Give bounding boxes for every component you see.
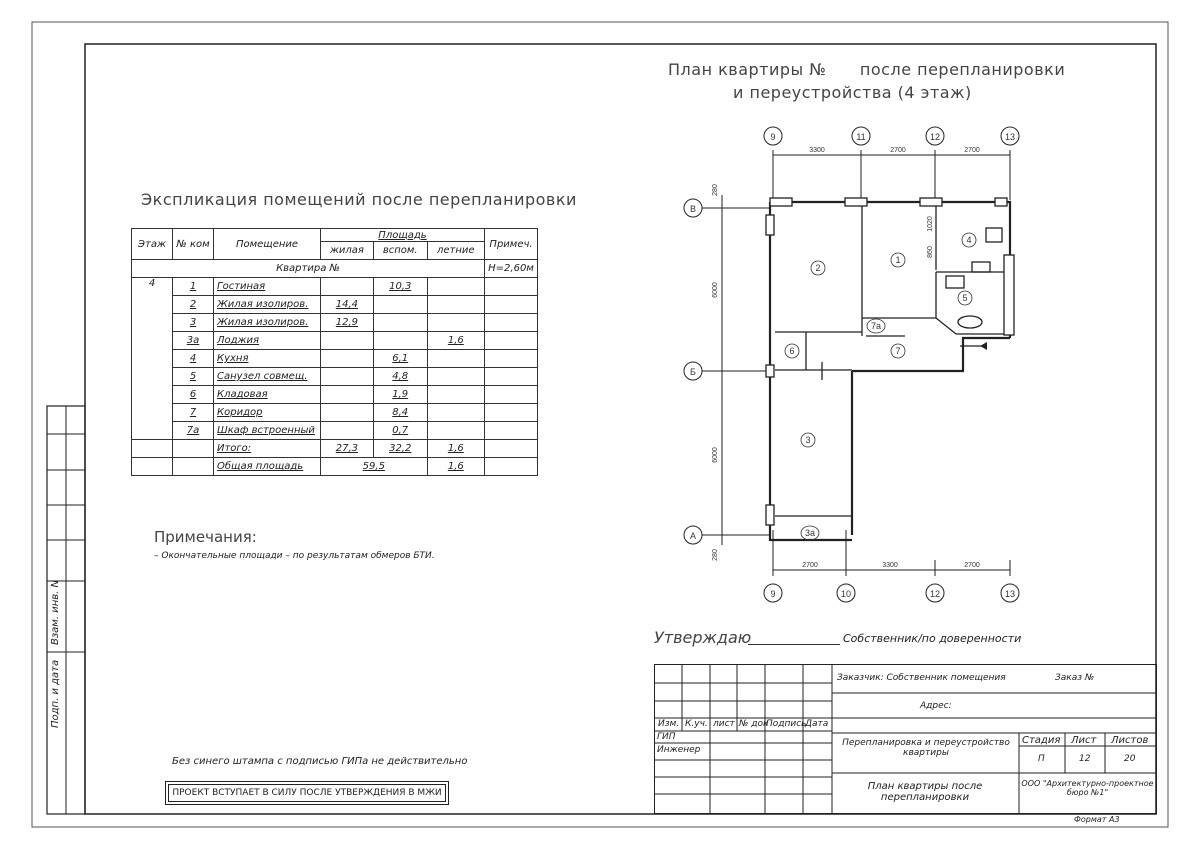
cell-aux: 1,9 bbox=[373, 386, 427, 404]
dim-top-1: 3300 bbox=[809, 147, 825, 154]
hdr-aux: вспом. bbox=[373, 242, 427, 260]
cell-living bbox=[321, 386, 374, 404]
hdr-room: Помещение bbox=[214, 229, 321, 260]
stamp-drawing-name: План квартиры после перепланировки bbox=[867, 781, 983, 803]
cell-num: 4 bbox=[173, 350, 214, 368]
dim-left-2: 6000 bbox=[712, 282, 719, 298]
cell-summer: 1,6 bbox=[427, 332, 484, 350]
cell-summer bbox=[427, 422, 484, 440]
cell-aux: 8,4 bbox=[373, 404, 427, 422]
axis-top-11: 11 bbox=[856, 132, 866, 142]
plan-title-line2: и переустройства (4 этаж) bbox=[733, 83, 972, 102]
cell-note bbox=[485, 368, 538, 386]
cell-note bbox=[485, 386, 538, 404]
stamp-col-doc: № док bbox=[739, 719, 769, 729]
cell-name: Санузел совмещ. bbox=[214, 368, 321, 386]
cell-living bbox=[321, 278, 374, 296]
stamp-col-sign: Подпись bbox=[766, 719, 807, 729]
stamp-sheets-label: Листов bbox=[1111, 735, 1149, 746]
cell-aux bbox=[373, 314, 427, 332]
plan-title-line1: План квартиры № после перепланировки bbox=[668, 60, 1066, 79]
cell-living bbox=[321, 404, 374, 422]
cell-aux: 6,1 bbox=[373, 350, 427, 368]
format-label: Формат А3 bbox=[1074, 815, 1120, 824]
cell-aux bbox=[373, 332, 427, 350]
table-row bbox=[132, 296, 538, 314]
cell-summer bbox=[427, 404, 484, 422]
cell-living: 12,9 bbox=[321, 314, 374, 332]
stamp-col-date: Дата bbox=[805, 719, 829, 729]
total-label: Итого: bbox=[214, 440, 321, 458]
axis-bot-13: 13 bbox=[1004, 589, 1016, 599]
cell-num: 6 bbox=[173, 386, 214, 404]
cell-name: Гостиная bbox=[214, 278, 321, 296]
cell-living: 14,4 bbox=[321, 296, 374, 314]
cell-name: Коридор bbox=[214, 404, 321, 422]
dim-left-1: 280 bbox=[712, 184, 719, 196]
warning-text: Без синего штампа с подписью ГИПа не действительно bbox=[172, 756, 468, 767]
cell-aux: 10,3 bbox=[373, 278, 427, 296]
table-row bbox=[132, 314, 538, 332]
dim-bot-2: 3300 bbox=[882, 562, 898, 569]
total-summer: 1,6 bbox=[427, 440, 484, 458]
stamp-address: Адрес: bbox=[920, 701, 952, 711]
total-aux: 32,2 bbox=[373, 440, 427, 458]
axis-bot-12: 12 bbox=[929, 589, 941, 599]
hdr-area: Площадь bbox=[321, 229, 485, 242]
effect-box-text: ПРОЕКТ ВСТУПАЕТ В СИЛУ ПОСЛЕ УТВЕРЖДЕНИЯ В МЖИ bbox=[172, 788, 442, 798]
dim-bot-1: 2700 bbox=[802, 562, 818, 569]
stamp-col-izm: Изм. bbox=[658, 719, 680, 729]
room-mark-7: 7 bbox=[895, 346, 901, 356]
cell-summer bbox=[427, 278, 484, 296]
effect-box bbox=[165, 781, 449, 805]
dim-left-4: 280 bbox=[712, 549, 719, 561]
stamp-customer: Заказчик: Собственник помещения bbox=[837, 673, 1006, 683]
room-mark-3: 3 bbox=[805, 435, 811, 445]
table-row bbox=[132, 422, 538, 440]
room-mark-6: 6 bbox=[789, 346, 795, 356]
stamp-order: Заказ № bbox=[1055, 673, 1095, 683]
cell-summer bbox=[427, 314, 484, 332]
cell-summer bbox=[427, 368, 484, 386]
dim-inner-2: 1020 bbox=[927, 216, 934, 232]
axis-left-b: Б bbox=[690, 367, 696, 377]
axis-left-v: В bbox=[689, 204, 697, 214]
dim-left-3: 6000 bbox=[712, 447, 719, 463]
approve-owner: Собственник/по доверенности bbox=[843, 632, 1022, 645]
axis-left-a: А bbox=[689, 531, 697, 541]
cell-aux: 4,8 bbox=[373, 368, 427, 386]
cell-living bbox=[321, 368, 374, 386]
cell-num: 7а bbox=[173, 422, 214, 440]
approve-sign-line bbox=[748, 644, 840, 645]
cell-note bbox=[485, 350, 538, 368]
room-mark-7a: 7а bbox=[870, 321, 882, 331]
cell-note bbox=[485, 422, 538, 440]
cell-name: Кладовая bbox=[214, 386, 321, 404]
hdr-note: Примеч. bbox=[485, 229, 538, 260]
cell-num: 3а bbox=[173, 332, 214, 350]
table-row bbox=[132, 386, 538, 404]
hdr-summer: летние bbox=[427, 242, 484, 260]
stamp-sheets-value: 20 bbox=[1124, 754, 1136, 764]
room-mark-3a: 3а bbox=[804, 528, 816, 538]
stamp-role-engineer: Инженер bbox=[657, 745, 701, 755]
dim-top-2: 2700 bbox=[890, 147, 906, 154]
notes-heading: Примечания: bbox=[154, 528, 257, 546]
cell-living bbox=[321, 350, 374, 368]
general-summer: 1,6 bbox=[427, 458, 484, 476]
hdr-num: № ком bbox=[173, 229, 214, 260]
cell-living bbox=[321, 422, 374, 440]
stamp-project-name: Перепланировка и переустройство квартиры bbox=[842, 738, 1010, 758]
explication-title: Экспликация помещений после перепланировки bbox=[141, 190, 577, 209]
cell-summer bbox=[427, 350, 484, 368]
axis-bot-10: 10 bbox=[840, 589, 852, 599]
stamp-role-gip: ГИП bbox=[657, 732, 676, 742]
cell-name: Жилая изолиров. bbox=[214, 296, 321, 314]
table-row bbox=[132, 332, 538, 350]
total-living: 27,3 bbox=[321, 440, 374, 458]
stamp-company: ООО "Архитектурно-проектное бюро №1" bbox=[1021, 779, 1154, 797]
general-value: 59,5 bbox=[321, 458, 428, 476]
general-label: Общая площадь bbox=[214, 458, 321, 476]
strip-sign-date: Подп. и дата bbox=[50, 659, 61, 728]
hdr-floor: Этаж bbox=[132, 229, 173, 260]
floor-plan bbox=[650, 115, 1050, 615]
dim-bot-3: 2700 bbox=[964, 562, 980, 569]
floor-cell: 4 bbox=[132, 278, 173, 440]
axis-top-12: 12 bbox=[929, 132, 941, 142]
cell-name: Лоджия bbox=[214, 332, 321, 350]
apartment-label: Квартира № bbox=[132, 260, 485, 278]
stamp-stage-value: П bbox=[1038, 754, 1045, 764]
table-row bbox=[132, 368, 538, 386]
axis-top-13: 13 bbox=[1004, 132, 1016, 142]
strip-replace-inv: Взам. инв. N bbox=[50, 580, 61, 645]
room-mark-4: 4 bbox=[966, 235, 972, 245]
approve-label: Утверждаю bbox=[654, 628, 752, 647]
explication-table bbox=[131, 228, 538, 476]
notes-text: – Окончательные площади – по результатам обмеров БТИ. bbox=[154, 551, 435, 561]
cell-name: Жилая изолиров. bbox=[214, 314, 321, 332]
stamp-stage-label: Стадия bbox=[1022, 735, 1061, 746]
cell-summer bbox=[427, 386, 484, 404]
cell-num: 7 bbox=[173, 404, 214, 422]
stamp-col-list: лист bbox=[713, 719, 735, 729]
cell-living bbox=[321, 332, 374, 350]
axis-bot-9: 9 bbox=[770, 589, 776, 599]
table-row bbox=[132, 350, 538, 368]
room-mark-2: 2 bbox=[815, 263, 821, 273]
cell-aux: 0,7 bbox=[373, 422, 427, 440]
cell-name: Шкаф встроенный bbox=[214, 422, 321, 440]
stamp-col-kuch: К.уч. bbox=[685, 719, 708, 729]
stamp-sheet-label: Лист bbox=[1071, 735, 1097, 746]
stamp-sheet-value: 12 bbox=[1079, 754, 1091, 764]
dim-top-3: 2700 bbox=[964, 147, 980, 154]
cell-num: 3 bbox=[173, 314, 214, 332]
cell-num: 5 bbox=[173, 368, 214, 386]
room-mark-5: 5 bbox=[962, 293, 968, 303]
cell-num: 1 bbox=[173, 278, 214, 296]
title-block bbox=[654, 664, 1157, 814]
cell-num: 2 bbox=[173, 296, 214, 314]
table-row bbox=[132, 404, 538, 422]
cell-note bbox=[485, 332, 538, 350]
cell-note bbox=[485, 314, 538, 332]
table-row bbox=[132, 278, 538, 296]
axis-top-9: 9 bbox=[770, 132, 776, 142]
cell-name: Кухня bbox=[214, 350, 321, 368]
cell-note bbox=[485, 278, 538, 296]
cell-aux bbox=[373, 296, 427, 314]
cell-summer bbox=[427, 296, 484, 314]
room-mark-1: 1 bbox=[895, 255, 901, 265]
dim-inner-1: 860 bbox=[927, 246, 934, 258]
cell-note bbox=[485, 404, 538, 422]
hdr-living: жилая bbox=[321, 242, 374, 260]
cell-note bbox=[485, 296, 538, 314]
height-note: Н=2,60м bbox=[485, 260, 538, 278]
